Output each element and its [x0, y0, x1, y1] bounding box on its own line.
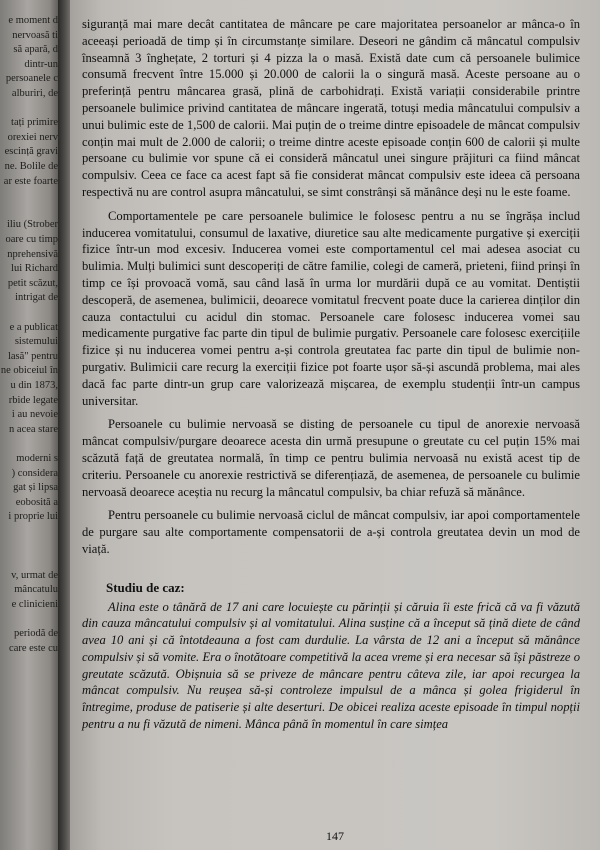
left-page-text-fragment: tați primire [11, 117, 58, 129]
left-page-text-fragment: e a publicat [9, 321, 58, 333]
left-page-text-fragment: persoanele c [5, 73, 58, 85]
case-study-text: Alina este o tânără de 17 ani care locuiește cu părinții și căruia îi este frică că va fi văzută din cauza mâncatului compulsiv și al vomitatului. Alina susține că a început să țină diete de când avea 10 ani și că întotdeauna a fost cam durdulie. La vârsta de 12 ani a început să mănânce compulsiv și să vomite. Era o înotătoare competitivă la acea vreme și era necesar să își păstreze o greutate scăzută. Obișnuia să se priveze de mâncare pentru câteva zile, iar apoi recurgea la mâncat compulsiv. Nu reușea să-și controleze impulsul de a mânca și golea frigiderul în întregime, produse de patiserie și alte deserturi. De obicei realiza aceste episoade în timpul nopții pentru a nu fi văzută de nimeni. Mânca până în momentul în care simțea [82, 599, 580, 732]
paragraph: Pentru persoanele cu bulimie nervoasă ciclul de mâncat compulsiv, iar apoi comportamentele de purgare sau alte comportamente compensatorii de a-și controla greutatea devin un mod de viață. [82, 508, 580, 556]
left-page-text-fragment: petit scăzut, [7, 277, 58, 289]
left-page-text-fragment: lasă" pentru [7, 350, 58, 362]
left-page-text-fragment: i proprie lui [8, 511, 58, 523]
left-page-text-fragment: n acea stare [9, 423, 58, 435]
left-page-text-fragment: ) considera [11, 467, 58, 479]
paragraph: siguranță mai mare decât cantitatea de mâncare pe care majoritatea persoanelor ar mânca-o în aceeași perioadă de timp și în circumstanțe similare. Deseori ne gândim că mâncatul compulsiv înseamnă 3 înghețate, 2 torturi și 4 pizza la o masă. Există date cum că persoanele bulimice consumă frecvent între 15.000 și 20.000 de calorii la o singură masă. Aceste persoane au o preferință pentru mâncarea grasă, plină de carbohidrați. Există variații considerabile printre persoanele bulimice privind cantitatea de mâncare ingerată, totuși media mâncatului compulsiv a unui bulimic este de 1,500 de calorii. Mai puțin de o treime dintre episoadele de mâncat compulsiv conțin mai mult de 2.000 de calorii; o treime dintre aceste episoade conțin 600 de calorii și multe persoane cu bulimie vor spune că ei consideră mâncatul unei singure prăjituri ca fiind mâncat compulsiv. Ceea ce face ca acest fapt să fie considerat mâncat compulsiv este ideea că persoana respectivă nu are control asupra mâncatului, se simt constrânși să mănânce deși nu le este foame. [82, 17, 581, 199]
previous-page-edge [0, 0, 62, 850]
case-study-heading: Studiu de caz: [106, 579, 185, 595]
left-page-text-fragment: care este cu [9, 642, 58, 654]
left-page-text-fragment: nprehensivă [7, 248, 58, 260]
left-page-text-fragment: intrigat de [15, 292, 58, 304]
paragraph: Persoanele cu bulimie nervoasă se disting de persoanele cu tipul de anorexie nervoasă mâncat compulsiv/purgare deoarece acesta din urmă presupune o greutate cu cel puțin 15% mai scăzută față de greutatea normală, în timp ce pentru bulimia nervoasă nu există acest tip de criteriu. Persoanele cu anorexie restrictivă se diferențiază, de asemenea, de persoanele cu bulimie nervoasă deoarece aceștia nu recurg la mâncatul compulsiv, ba chiar refuză să mănânce. [82, 417, 580, 499]
page-body [82, 16, 580, 733]
left-page-text-fragment: sistemului [14, 336, 58, 348]
left-page-text-fragment: ar este foarte [3, 175, 58, 187]
left-page-text-fragment: eobosită a [15, 496, 58, 508]
left-page-text-fragment: oare cu timp [5, 234, 58, 245]
left-page-text-fragment: v, urmat de [11, 569, 58, 581]
left-page-text-fragment: e moment d [8, 15, 58, 26]
left-page-text-fragment: escință gravi [4, 146, 58, 158]
left-page-text-fragment: mâncatulu [14, 584, 58, 596]
left-page-text-fragment: moderni s [16, 453, 58, 464]
left-page-text-fragment: ne obiceiul în [0, 365, 58, 377]
left-page-text-fragment: i au nevoie [11, 409, 58, 421]
left-page-text-fragment: ne. Bolile de [4, 161, 58, 172]
left-page-text-fragment: e clinicieni [11, 599, 58, 610]
left-page-text-fragment: alburiri, de [11, 88, 58, 99]
left-page-text-fragment: iliu (Strober [6, 219, 58, 231]
left-page-text-fragment: dintr-un [24, 58, 58, 70]
left-page-text-fragment: să apară, d [13, 44, 58, 56]
left-page-text-fragment: gat și lipsa [13, 482, 58, 494]
left-page-text-fragment: lui Richard [11, 263, 58, 275]
left-page-text-fragment: u din 1873, [10, 380, 58, 391]
page-number: 147 [326, 829, 344, 843]
book-page [70, 0, 600, 850]
paragraph: Comportamentele pe care persoanele bulimice le folosesc pentru a nu se îngrășa includ inducerea vomitatului, consumul de laxative, diuretice sau alte medicamente purgative și exerciții fizice într-un mod excesiv. Inducerea vomei este comportamentul cel mai adesea asociat cu bulimia. Mulți bulimici sunt descoperiți de către familie, colegi de cameră, prieteni, fiind prinși în timp ce își provoacă vomă, sau când lasă în urma lor murdării după ce au vomitat. Dentiștii descoperă, de asemenea, bulimicii, deoarece vomitatul frecvent poate duce la carierea dinților din cauza contactului cu acidul din stomac. Persoanele care folosesc inducerea vomei sau medicamente purgative fac parte din tipul de bulimie purgativ. Persoanele care folosesc exercițiile fizice și nu inducerea vomei pentru a-și controla greutatea fac parte din tipul de bulimie non-purgativ. Bulimicii care recurg la exerciții fizice pot foarte ușor să-și ascundă problema, mai ales dacă fac parte dintr-un grup care valorizează mișcarea, de exemplu studenții într-un campus universitar. [82, 208, 580, 408]
left-page-text-fragment: orexiei nerv [7, 131, 58, 143]
left-page-text-fragment: nervoasă ti [12, 29, 58, 41]
left-page-text-fragment: rbide legate [8, 394, 58, 406]
left-page-text-fragment: periodă de [13, 628, 58, 640]
